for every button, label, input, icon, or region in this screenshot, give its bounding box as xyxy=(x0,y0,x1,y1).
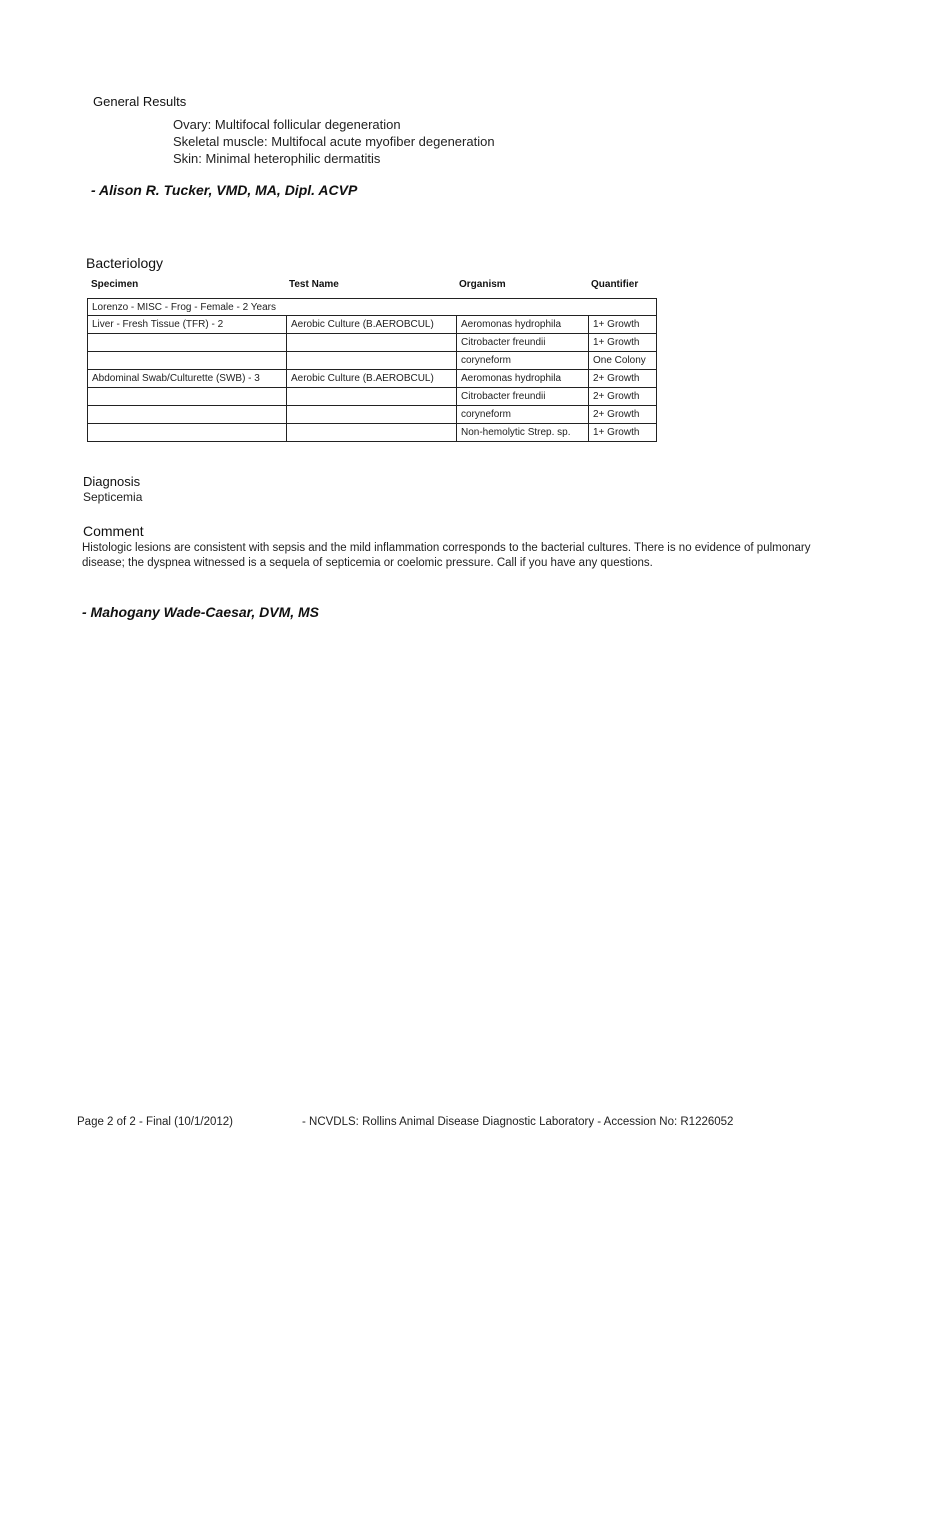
specimen-cell xyxy=(88,388,287,406)
diagnosis-heading: Diagnosis xyxy=(83,474,141,489)
table-row xyxy=(88,352,657,370)
specimen-cell xyxy=(88,352,287,370)
footer-lab-info: - NCVDLS: Rollins Animal Disease Diagnostic Laboratory - Accession No: R1226052 xyxy=(302,1116,734,1128)
clinician-signature: - Mahogany Wade-Caesar, DVM, MS xyxy=(82,604,320,620)
test-name-cell xyxy=(287,406,457,424)
specimen-cell xyxy=(88,424,287,442)
general-results-heading: General Results xyxy=(93,94,187,109)
test-name-cell xyxy=(287,334,457,352)
quantifier-cell: 2+ Growth xyxy=(589,406,657,424)
diagnosis-value: Septicemia xyxy=(83,490,143,504)
organism-cell: Citrobacter freundii xyxy=(457,388,589,406)
test-name-cell: Aerobic Culture (B.AEROBCUL) xyxy=(287,370,457,388)
organism-cell: Citrobacter freundii xyxy=(457,334,589,352)
specimen-cell xyxy=(88,406,287,424)
column-header-quantifier: Quantifier xyxy=(591,279,639,290)
column-header-specimen: Specimen xyxy=(91,279,139,290)
bacteriology-heading: Bacteriology xyxy=(86,255,164,271)
bacteriology-table xyxy=(87,298,657,442)
test-name-cell xyxy=(287,352,457,370)
column-header-test-name: Test Name xyxy=(289,279,339,290)
animal-info-cell: Lorenzo - MISC - Frog - Female - 2 Years xyxy=(88,299,657,316)
organism-cell: coryneform xyxy=(457,406,589,424)
general-result-ovary: Ovary: Multifocal follicular degeneration xyxy=(173,117,401,132)
general-result-skin: Skin: Minimal heterophilic dermatitis xyxy=(173,151,381,166)
pathologist-signature: - Alison R. Tucker, VMD, MA, Dipl. ACVP xyxy=(91,182,358,198)
table-row xyxy=(88,316,657,334)
table-row xyxy=(88,424,657,442)
footer-page-info: Page 2 of 2 - Final (10/1/2012) xyxy=(77,1116,233,1128)
test-name-cell xyxy=(287,388,457,406)
table-row xyxy=(88,406,657,424)
general-results-list xyxy=(173,116,495,167)
organism-cell: Non-hemolytic Strep. sp. xyxy=(457,424,589,442)
table-row xyxy=(88,370,657,388)
test-name-cell xyxy=(287,424,457,442)
organism-cell: Aeromonas hydrophila xyxy=(457,316,589,334)
quantifier-cell: 1+ Growth xyxy=(589,316,657,334)
quantifier-cell: One Colony xyxy=(589,352,657,370)
specimen-cell: Liver - Fresh Tissue (TFR) - 2 xyxy=(88,316,287,334)
quantifier-cell: 1+ Growth xyxy=(589,424,657,442)
specimen-cell xyxy=(88,334,287,352)
comment-text: Histologic lesions are consistent with sepsis and the mild inflammation corresponds to the bacterial cultures. There is no evidence of pulmonary disease; the dyspnea witnessed is a sequela of septicemia or coelomic pressure. Call if you have any questions. xyxy=(82,542,811,569)
test-name-cell: Aerobic Culture (B.AEROBCUL) xyxy=(287,316,457,334)
animal-info-row xyxy=(88,299,657,316)
comment-heading: Comment xyxy=(83,523,144,539)
specimen-cell: Abdominal Swab/Culturette (SWB) - 3 xyxy=(88,370,287,388)
quantifier-cell: 2+ Growth xyxy=(589,370,657,388)
table-row xyxy=(88,388,657,406)
quantifier-cell: 2+ Growth xyxy=(589,388,657,406)
table-row xyxy=(88,334,657,352)
organism-cell: Aeromonas hydrophila xyxy=(457,370,589,388)
quantifier-cell: 1+ Growth xyxy=(589,334,657,352)
organism-cell: coryneform xyxy=(457,352,589,370)
general-result-skeletal-muscle: Skeletal muscle: Multifocal acute myofiber degeneration xyxy=(173,134,495,149)
column-header-organism: Organism xyxy=(459,279,506,290)
